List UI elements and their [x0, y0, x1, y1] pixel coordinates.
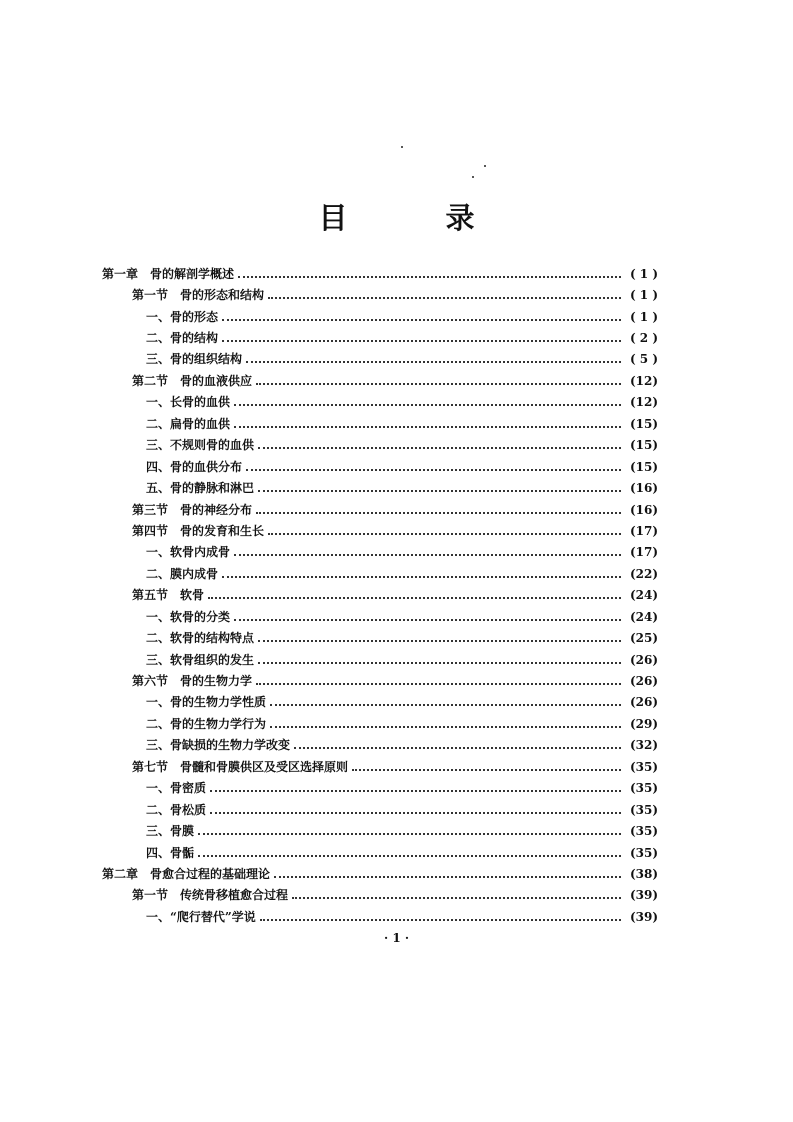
- toc-entry-label: 第四节 骨的发育和生长: [132, 523, 265, 538]
- toc-dot-leader: [246, 469, 621, 471]
- toc-entry-page: (29): [629, 716, 658, 731]
- toc-dot-leader: [234, 426, 621, 428]
- toc-entry-page: ( 1 ): [629, 288, 658, 303]
- toc-subsection-entry: [102, 456, 658, 477]
- toc-dot-leader: [258, 447, 621, 449]
- toc-dot-leader: [256, 383, 621, 385]
- toc-dot-leader: [268, 297, 621, 299]
- toc-dot-leader: [198, 855, 621, 857]
- toc-entry-label: 五、骨的静脉和淋巴: [146, 481, 255, 496]
- toc-entry-page: (16): [629, 502, 658, 517]
- toc-entry-page: ( 1 ): [629, 309, 658, 324]
- toc-subsection-entry: [102, 692, 658, 713]
- toc-dot-leader: [258, 640, 621, 642]
- toc-dot-leader: [222, 340, 621, 342]
- toc-section-entry: [102, 370, 658, 391]
- toc-entry-label: 第一章 骨的解剖学概述: [102, 266, 235, 281]
- toc-dot-leader: [234, 404, 621, 406]
- toc-section-entry: [102, 756, 658, 777]
- toc-entry-label: 二、骨的结构: [146, 331, 219, 346]
- toc-subsection-entry: [102, 799, 658, 820]
- toc-entry-label: 三、骨的组织结构: [146, 352, 243, 367]
- toc-dot-leader: [260, 919, 621, 921]
- toc-entry-page: (26): [629, 695, 658, 710]
- toc-entry-label: 三、骨膜: [146, 824, 195, 839]
- toc-dot-leader: [256, 683, 621, 685]
- toc-dot-leader: [208, 597, 621, 599]
- toc-section-entry: [102, 499, 658, 520]
- toc-entry-label: 第二章 骨愈合过程的基础理论: [102, 866, 271, 881]
- toc-entry-page: (22): [629, 566, 658, 581]
- toc-entry-page: (35): [629, 824, 658, 839]
- toc-entry-page: (15): [629, 438, 658, 453]
- toc-subsection-entry: [102, 542, 658, 563]
- toc-entry-label: 一、软骨内成骨: [146, 545, 231, 560]
- toc-entry-page: (12): [629, 373, 658, 388]
- toc-subsection-entry: [102, 842, 658, 863]
- toc-subsection-entry: [102, 563, 658, 584]
- toc-entry-label: 一、长骨的血供: [146, 395, 231, 410]
- toc-entry-page: (38): [629, 866, 658, 881]
- toc-dot-leader: [274, 876, 621, 878]
- toc-dot-leader: [210, 790, 621, 792]
- toc-subsection-entry: [102, 413, 658, 434]
- toc-entry-page: (15): [629, 416, 658, 431]
- scan-speck: [484, 165, 486, 167]
- toc-entry-page: (32): [629, 738, 658, 753]
- toc-dot-leader: [294, 747, 621, 749]
- toc-dot-leader: [238, 276, 621, 278]
- toc-entry-label: 四、骨骺: [146, 845, 195, 860]
- toc-dot-leader: [234, 619, 621, 621]
- toc-entry-page: (35): [629, 759, 658, 774]
- toc-chapter-entry: [102, 263, 658, 284]
- toc-entry-page: (15): [629, 459, 658, 474]
- toc-subsection-entry: [102, 649, 658, 670]
- toc-subsection-entry: [102, 778, 658, 799]
- toc-entry-page: (39): [629, 909, 658, 924]
- toc-entry-page: (26): [629, 652, 658, 667]
- toc-dot-leader: [268, 533, 621, 535]
- toc-section-entry: [102, 670, 658, 691]
- toc-entry-page: (24): [629, 588, 658, 603]
- toc-subsection-entry: [102, 327, 658, 348]
- page-title: 目 录: [318, 201, 519, 235]
- toc-dot-leader: [270, 704, 621, 706]
- toc-entry-label: 一、“爬行替代”学说: [146, 909, 256, 924]
- toc-entry-label: 第一节 传统骨移植愈合过程: [132, 888, 289, 903]
- toc-dot-leader: [234, 554, 621, 556]
- toc-subsection-entry: [102, 349, 658, 370]
- toc-subsection-entry: [102, 392, 658, 413]
- scan-speck: [401, 146, 403, 148]
- toc-entry-label: 二、骨松质: [146, 802, 207, 817]
- toc-entry-label: 二、软骨的结构特点: [146, 631, 255, 646]
- toc-entry-label: 一、骨的生物力学性质: [146, 695, 267, 710]
- toc-entry-label: 二、扁骨的血供: [146, 416, 231, 431]
- toc-dot-leader: [256, 512, 621, 514]
- toc-entry-page: (17): [629, 545, 658, 560]
- toc-entry-label: 三、骨缺损的生物力学改变: [146, 738, 291, 753]
- toc-section-entry: [102, 885, 658, 906]
- toc-chapter-entry: [102, 863, 658, 884]
- toc-entry-label: 第六节 骨的生物力学: [132, 674, 253, 689]
- toc-entry-page: (16): [629, 481, 658, 496]
- toc-entry-label: 四、骨的血供分布: [146, 459, 243, 474]
- toc-entry-label: 第三节 骨的神经分布: [132, 502, 253, 517]
- toc-entry-page: (26): [629, 674, 658, 689]
- toc-entry-label: 三、软骨组织的发生: [146, 652, 255, 667]
- scan-speck: [472, 176, 474, 178]
- toc-dot-leader: [210, 812, 621, 814]
- toc-subsection-entry: [102, 306, 658, 327]
- toc-entry-label: 一、骨的形态: [146, 309, 219, 324]
- toc-entry-label: 三、不规则骨的血供: [146, 438, 255, 453]
- toc-entry-page: (35): [629, 845, 658, 860]
- toc-dot-leader: [246, 361, 621, 363]
- toc-subsection-entry: [102, 906, 658, 927]
- page-number: · 1 ·: [383, 931, 410, 945]
- toc-entry-page: ( 5 ): [629, 352, 658, 367]
- toc-entry-label: 第七节 骨髓和骨膜供区及受区选择原则: [132, 759, 349, 774]
- toc-dot-leader: [352, 769, 621, 771]
- toc-dot-leader: [222, 319, 621, 321]
- toc-entry-page: (39): [629, 888, 658, 903]
- toc-dot-leader: [258, 490, 621, 492]
- toc-entry-label: 一、骨密质: [146, 781, 207, 796]
- toc-subsection-entry: [102, 735, 658, 756]
- toc-entry-label: 第五节 软骨: [132, 588, 205, 603]
- toc-dot-leader: [258, 662, 621, 664]
- toc-section-entry: [102, 585, 658, 606]
- toc-subsection-entry: [102, 477, 658, 498]
- toc-entry-label: 二、膜内成骨: [146, 566, 219, 581]
- toc-subsection-entry: [102, 606, 658, 627]
- toc-subsection-entry: [102, 435, 658, 456]
- toc-dot-leader: [270, 726, 621, 728]
- toc-section-entry: [102, 284, 658, 305]
- toc-entry-label: 二、骨的生物力学行为: [146, 716, 267, 731]
- toc-entry-page: (17): [629, 523, 658, 538]
- toc-entry-page: (24): [629, 609, 658, 624]
- toc-subsection-entry: [102, 713, 658, 734]
- toc-entry-label: 第二节 骨的血液供应: [132, 373, 253, 388]
- toc-entry-page: ( 2 ): [629, 331, 658, 346]
- toc-entry-page: ( 1 ): [629, 266, 658, 281]
- toc-dot-leader: [292, 897, 621, 899]
- toc-subsection-entry: [102, 627, 658, 648]
- toc-subsection-entry: [102, 820, 658, 841]
- table-of-contents: [102, 263, 658, 928]
- toc-section-entry: [102, 520, 658, 541]
- toc-entry-page: (35): [629, 781, 658, 796]
- toc-entry-page: (25): [629, 631, 658, 646]
- toc-entry-label: 第一节 骨的形态和结构: [132, 288, 265, 303]
- toc-entry-page: (12): [629, 395, 658, 410]
- toc-dot-leader: [198, 833, 621, 835]
- toc-entry-page: (35): [629, 802, 658, 817]
- toc-dot-leader: [222, 576, 621, 578]
- toc-entry-label: 一、软骨的分类: [146, 609, 231, 624]
